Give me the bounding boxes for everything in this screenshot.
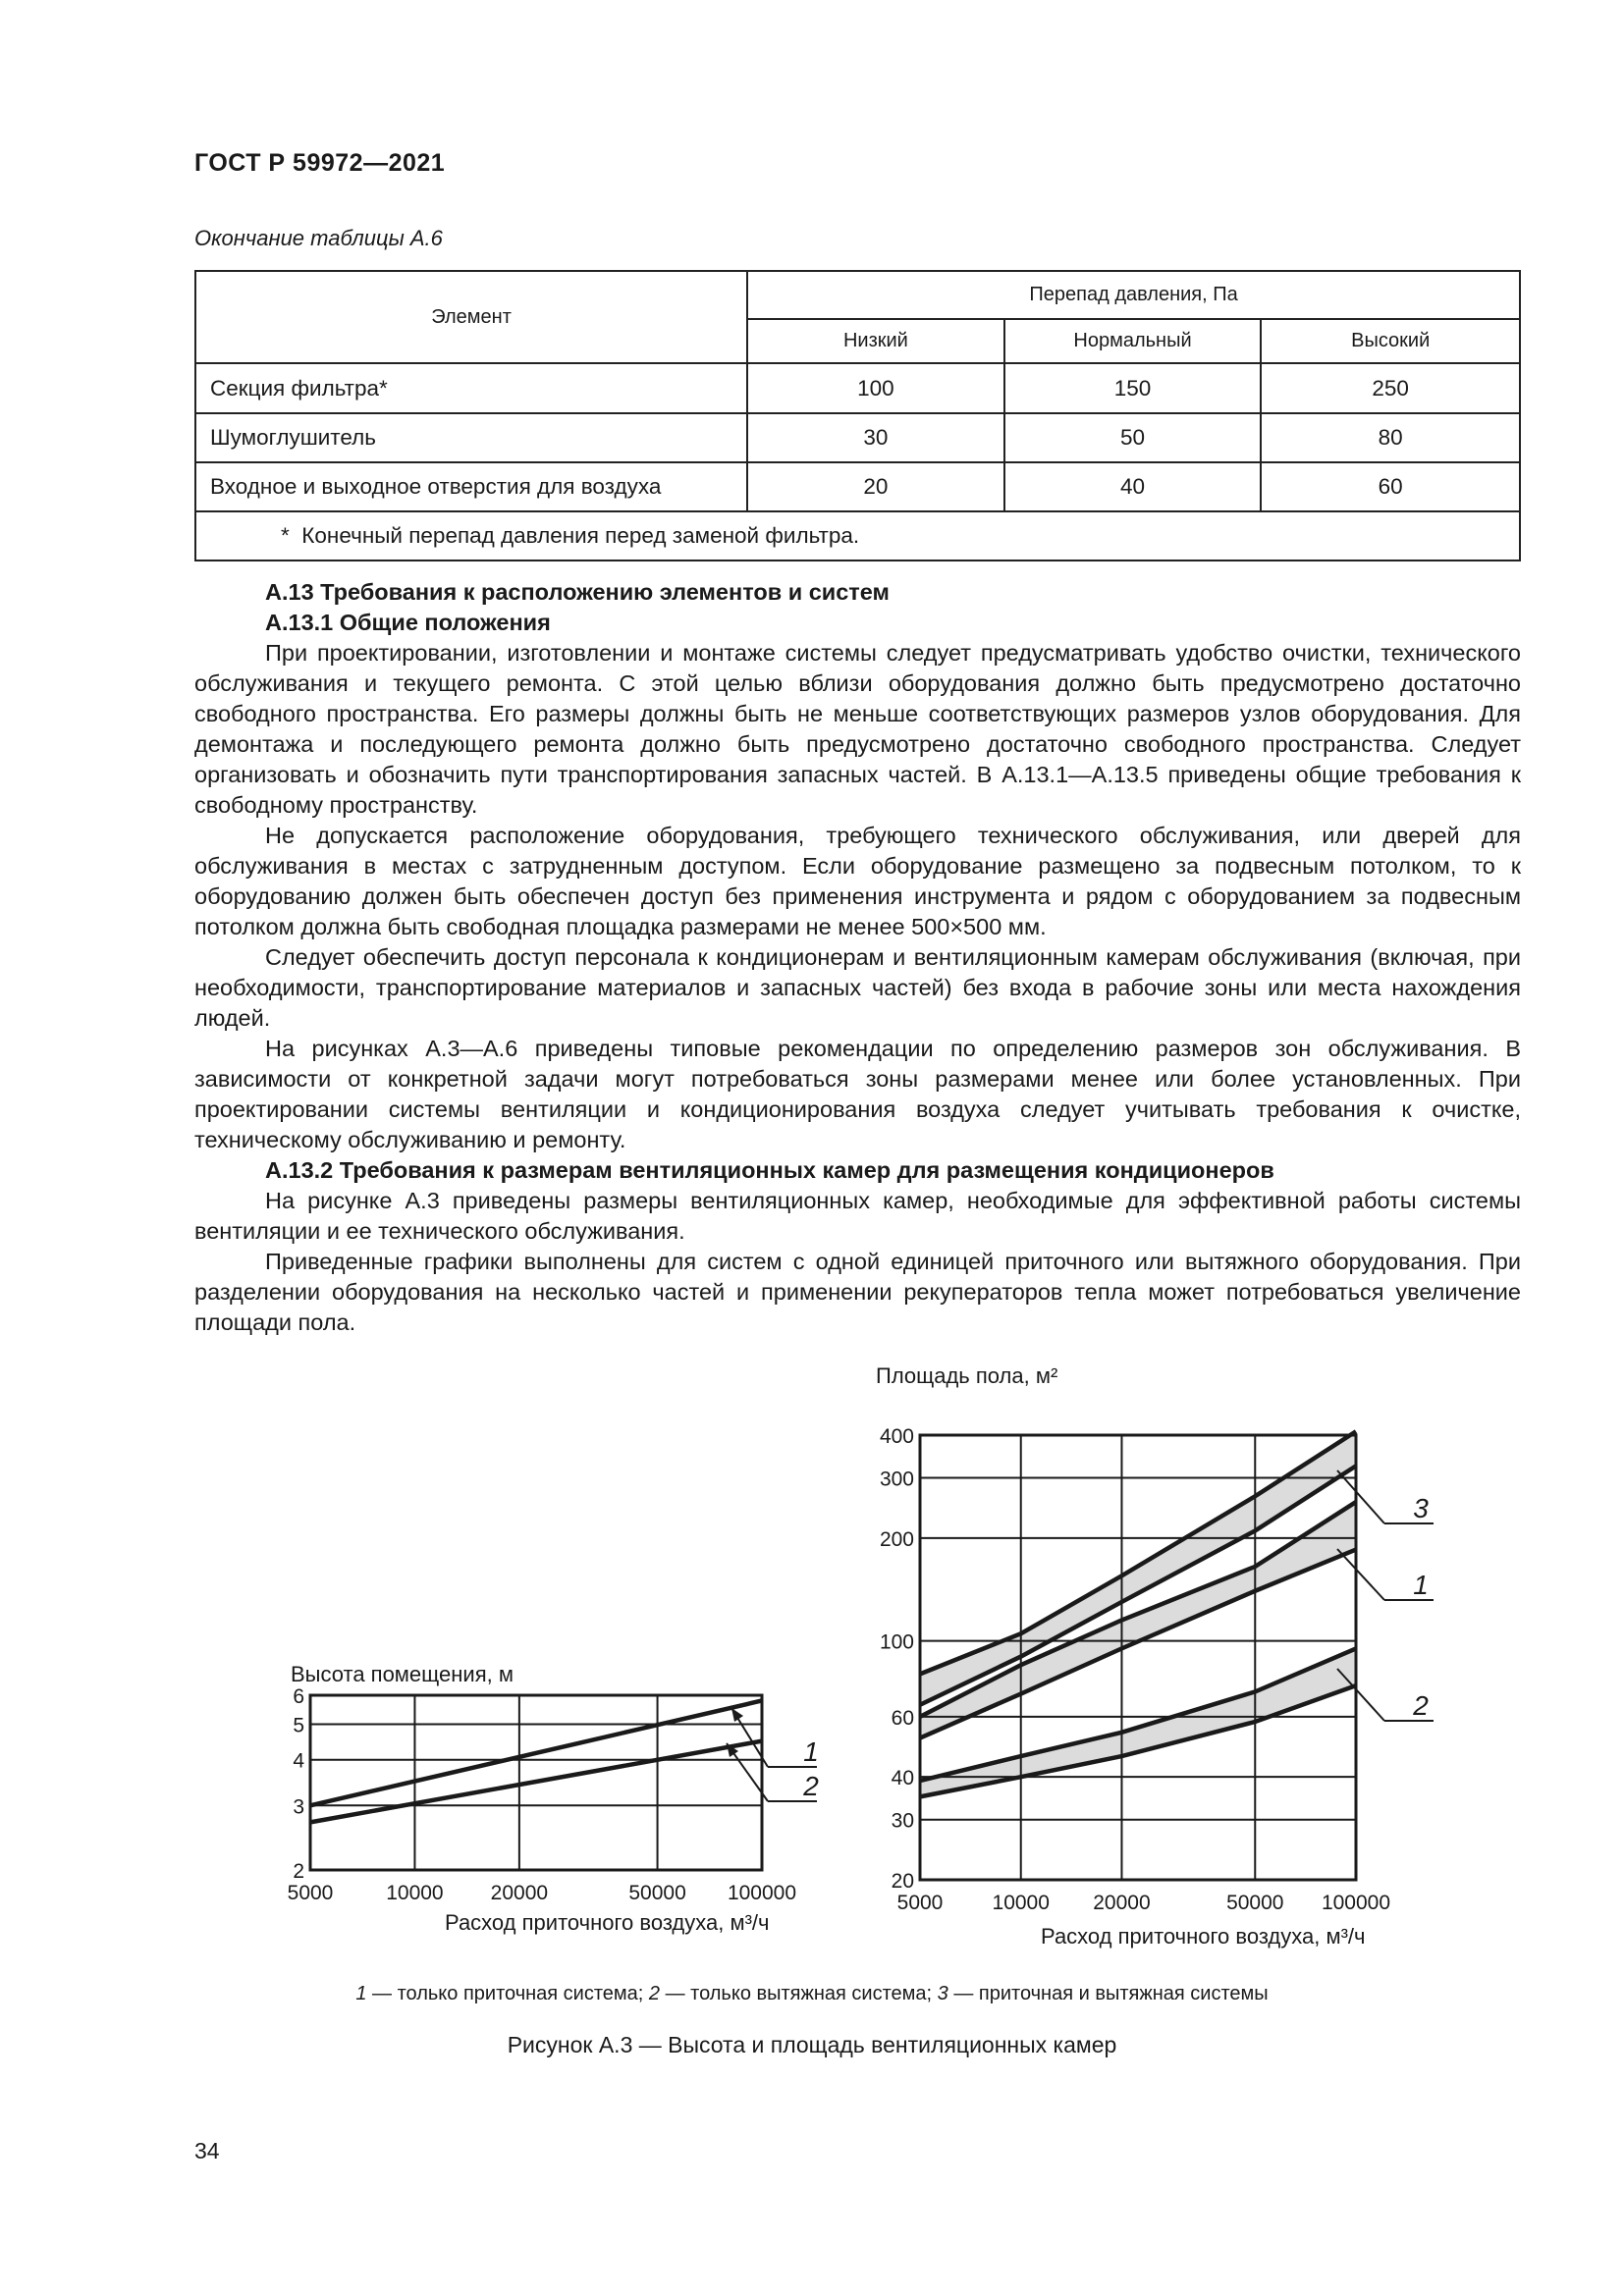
- cell-value: 20: [747, 462, 1004, 511]
- cell-value: 100: [747, 363, 1004, 413]
- left-chart-x-tick-label: 10000: [386, 1882, 444, 1904]
- table-row: [195, 413, 1520, 462]
- header-low: Низкий: [747, 319, 1004, 363]
- paragraph: На рисунке А.3 приведены размеры вентиляционных камер, необходимые для эффективной работы системы вентиляции и ее технического обслуживания.: [194, 1188, 1521, 1244]
- right-chart-x-tick-label: 50000: [1226, 1892, 1284, 1914]
- right-chart-leader-line: [1337, 1549, 1384, 1600]
- figure-caption: Рисунок А.3 — Высота и площадь вентиляционных камер: [507, 2032, 1117, 2057]
- right-chart-y-tick-label: 30: [891, 1809, 914, 1833]
- right-chart-band-label: 2: [1413, 1690, 1429, 1721]
- figure-legend: [0, 1983, 1624, 2005]
- left-chart-leader-arrow: [731, 1708, 743, 1722]
- paragraph: Не допускается расположение оборудования, требующего технического обслуживания, или дверей для обслуживания в местах с затрудненным доступом. Если оборудование размещено за подвесным потолком, то к оборудованию должен быть обеспечен доступ без применения инструмента и рядом с оборудованием за подвесным потолком должна быть свободная площадка размерами не менее 500×500 мм.: [194, 823, 1521, 939]
- legend-num-3: 3: [937, 1983, 948, 2004]
- paragraph: На рисунках А.3—А.6 приведены типовые рекомендации по определению размеров зон обслуживания. В зависимости от конкретной задачи могут потребоваться зоны размерами менее или более установленных. При проектировании системы вентиляции и кондиционирования воздуха следует учитывать требования к очистке, техническому обслуживанию и ремонту.: [194, 1036, 1521, 1152]
- right-chart-y-tick-label: 100: [879, 1630, 914, 1654]
- table-row: [195, 363, 1520, 413]
- right-chart-band-label: 3: [1413, 1493, 1429, 1523]
- pressure-drop-table: [194, 270, 1521, 561]
- section-heading-a132: А.13.2 Требования к размерам вентиляционных камер для размещения кондиционеров: [265, 1157, 1274, 1183]
- legend-num-2: 2: [648, 1983, 661, 2004]
- left-chart-y-tick-label: 2: [293, 1860, 304, 1883]
- header-high: Высокий: [1261, 319, 1520, 363]
- right-chart-y-tick-label: 60: [891, 1706, 914, 1730]
- right-chart-x-tick-label: 100000: [1321, 1892, 1391, 1914]
- legend-num-1: 1: [355, 1983, 367, 2004]
- document-id: ГОСТ Р 59972—2021: [194, 149, 446, 177]
- right-chart-y-tick-label: 300: [879, 1468, 914, 1491]
- left-chart-x-tick-label: 100000: [727, 1882, 797, 1904]
- table-row: [195, 462, 1520, 511]
- table-footnote: [195, 511, 1520, 561]
- row-label: Входное и выходное отверстия для воздуха: [195, 462, 747, 511]
- left-chart-x-tick-label: 20000: [490, 1882, 549, 1904]
- cell-value: 40: [1004, 462, 1262, 511]
- paragraph: При проектировании, изготовлении и монтаже системы следует предусматривать удобство очистки, технического обслуживания и текущего ремонта. С этой целью вблизи оборудования должно быть предусмотрено достаточно свободного пространства. Его размеры должны быть не меньше соответствующих размеров узлов оборудования. Для демонтажа и последующего ремонта должно быть предусмотрено достаточно свободного пространства. Следует организовать и обозначить пути транспортирования запасных частей. В А.13.1—А.13.5 приведены общие требования к свободному пространству.: [194, 640, 1521, 818]
- body-text: [194, 577, 1521, 1338]
- cell-value: 60: [1261, 462, 1520, 511]
- right-chart-band-label: 1: [1413, 1570, 1429, 1600]
- right-chart-ylabel: Площадь пола, м²: [876, 1363, 1058, 1388]
- left-chart-y-tick-label: 3: [293, 1795, 304, 1819]
- left-chart-series-label: 1: [803, 1736, 819, 1767]
- left-chart-ylabel: Высота помещения, м: [291, 1662, 514, 1686]
- row-label: Шумоглушитель: [195, 413, 747, 462]
- left-chart-y-tick-label: 4: [293, 1749, 304, 1773]
- header-pressure-drop: Перепад давления, Па: [747, 271, 1520, 319]
- paragraph: Следует обеспечить доступ персонала к кондиционерам и вентиляционным камерам обслуживания (включая, при необходимости, транспортирование материалов и запасных частей) без входа в рабочие зоны или места нахождения людей.: [194, 944, 1521, 1031]
- right-chart-xlabel: Расход приточного воздуха, м³/ч: [1041, 1924, 1366, 1949]
- right-chart-x-tick-label: 20000: [1093, 1892, 1151, 1914]
- right-chart-y-tick-label: 40: [891, 1767, 914, 1790]
- left-chart-x-tick-label: 50000: [628, 1882, 686, 1904]
- cell-value: 30: [747, 413, 1004, 462]
- section-heading-a131: А.13.1 Общие положения: [265, 610, 551, 635]
- footnote-text: Конечный перепад давления перед заменой фильтра.: [301, 523, 860, 548]
- header-normal: Нормальный: [1004, 319, 1262, 363]
- row-label: Секция фильтра*: [195, 363, 747, 413]
- right-chart-x-tick-label: 10000: [992, 1892, 1050, 1914]
- left-chart-x-tick-label: 5000: [287, 1882, 334, 1904]
- cell-value: 250: [1261, 363, 1520, 413]
- cell-value: 50: [1004, 413, 1262, 462]
- paragraph: Приведенные графики выполнены для систем с одной единицей приточного или вытяжного оборудования. При разделении оборудования на несколько частей и применении рекуператоров тепла может потребоваться увеличение площади пола.: [194, 1249, 1521, 1335]
- cell-value: 150: [1004, 363, 1262, 413]
- header-element: Элемент: [195, 271, 747, 363]
- left-chart-y-tick-label: 5: [293, 1714, 304, 1737]
- right-chart-y-tick-label: 200: [879, 1527, 914, 1551]
- left-chart-xlabel: Расход приточного воздуха, м³/ч: [445, 1910, 770, 1935]
- legend-text-2: — только вытяжная система;: [660, 1983, 938, 2004]
- footnote-mark: *: [281, 523, 290, 548]
- cell-value: 80: [1261, 413, 1520, 462]
- legend-text-3: — приточная и вытяжная системы: [947, 1983, 1269, 2004]
- table-continuation-caption: Окончание таблицы А.6: [194, 226, 443, 250]
- figure-a3: [0, 1355, 1624, 1963]
- left-chart-series-label: 2: [803, 1771, 819, 1801]
- section-heading-a13: А.13 Требования к расположению элементов и систем: [265, 579, 890, 605]
- right-chart-x-tick-label: 5000: [896, 1892, 944, 1914]
- right-chart-y-tick-label: 20: [891, 1870, 914, 1893]
- left-chart-y-tick-label: 6: [293, 1685, 304, 1708]
- legend-text-1: — только приточная система;: [366, 1983, 649, 2004]
- page-number: 34: [194, 2138, 220, 2163]
- right-chart-y-tick-label: 400: [879, 1425, 914, 1448]
- right-chart-leader-line: [1337, 1669, 1384, 1721]
